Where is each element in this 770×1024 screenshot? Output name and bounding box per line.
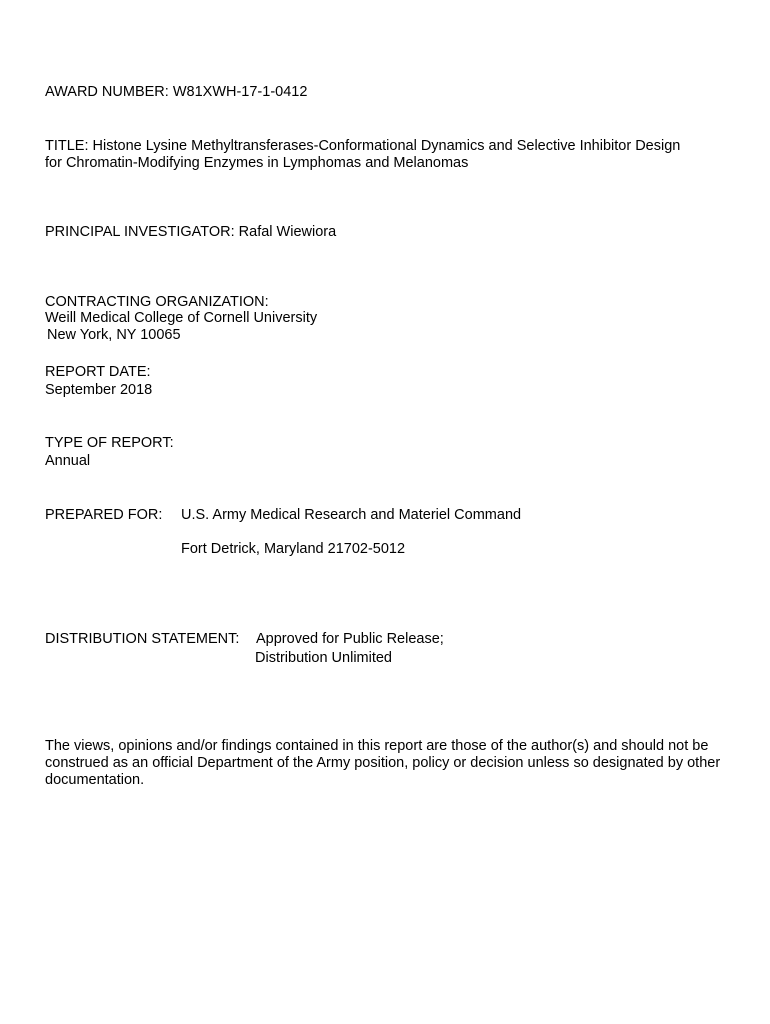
report-type-label: TYPE OF REPORT: — [45, 435, 174, 451]
title-text-1: Histone Lysine Methyltransferases-Conformational Dynamics and Selective Inhibitor Design — [92, 138, 681, 154]
award-number-label: AWARD NUMBER: — [45, 84, 169, 100]
title-line-2 — [45, 155, 468, 172]
distribution-statement-line-2: Distribution Unlimited — [255, 650, 392, 666]
disclaimer-paragraph: The views, opinions and/or findings contained in this report are those of the author(s) and should not be construed as an official Department of the Army position, policy or decision unless so designated by other documentation. — [45, 738, 721, 788]
prepared-for-label: PREPARED FOR: — [45, 507, 163, 523]
title-text-2: for Chromatin-Modifying Enzymes in Lymphomas and Melanomas — [45, 155, 469, 171]
distribution-statement-label: DISTRIBUTION STATEMENT: — [45, 631, 240, 647]
award-number — [45, 84, 307, 101]
report-date-label: REPORT DATE: — [45, 364, 151, 380]
prepared-for-line-1: U.S. Army Medical Research and Materiel Command — [181, 507, 522, 523]
distribution-statement-line-1: Approved for Public Release; — [256, 631, 444, 647]
contracting-organization-name: Weill Medical College of Cornell University — [45, 310, 318, 326]
contracting-organization-address: New York, NY 10065 — [47, 327, 181, 343]
principal-investigator-label: PRINCIPAL INVESTIGATOR: — [45, 224, 235, 240]
report-type-value: Annual — [45, 453, 91, 469]
contracting-organization-label: CONTRACTING ORGANIZATION: — [45, 294, 269, 310]
title-label: TITLE: — [45, 138, 89, 154]
prepared-for-line-2: Fort Detrick, Maryland 21702-5012 — [181, 541, 406, 557]
principal-investigator — [45, 224, 336, 241]
report-date-value: September 2018 — [45, 382, 153, 398]
award-number-value: W81XWH-17-1-0412 — [172, 84, 308, 100]
title-line-1 — [45, 138, 680, 155]
principal-investigator-value: Rafal Wiewiora — [238, 224, 337, 240]
